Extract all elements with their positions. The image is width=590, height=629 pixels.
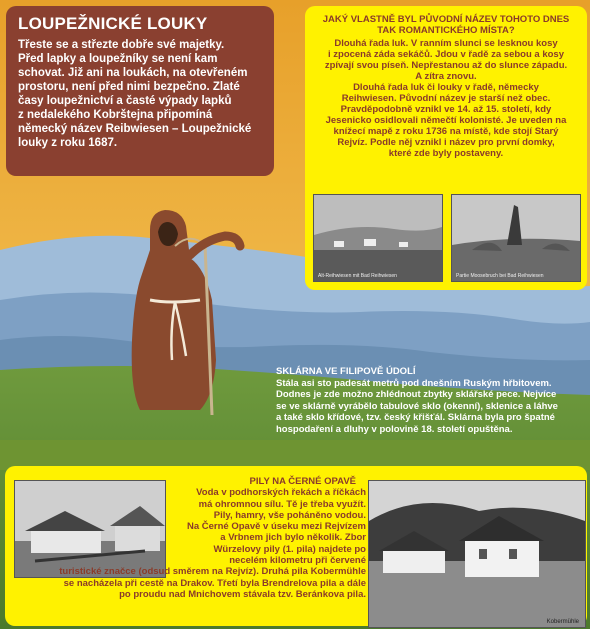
heading-line: TAK ROMANTICKÉHO MÍSTA? — [377, 25, 515, 36]
intro-line: časy loupežnictví a časté výpady lapků — [18, 95, 232, 107]
sawmill-section — [10, 476, 366, 600]
text-line: které zde byly postaveny. — [388, 148, 504, 159]
intro-line: Před lapky a loupežníky se není kam — [18, 53, 218, 65]
text-line: necelém kilometru při červené — [229, 555, 366, 567]
glassworks-section — [276, 366, 588, 435]
text-line: zpívají svou píseň. Nepřestanou až do slunce západu. — [324, 60, 568, 71]
intro-line: německý název Reibwiesen – Loupežnické — [18, 123, 252, 135]
text-line: má ohromnou sílu. Tě je třeba využít. — [198, 498, 366, 510]
text-line: Dlouhá řada luk či louky v řadě, německy — [353, 82, 539, 93]
moor-photo — [451, 194, 581, 282]
text-line: Pily, hamry, vše poháněno vodou. — [213, 509, 366, 521]
photo-caption: Kobermühle — [546, 619, 579, 625]
text-line: Na Černé Opavě v úseku mezi Rejvízem — [187, 521, 366, 533]
text-line: a také sklo křídové, tzv. český křišťál. Sklárna byla pro špatné — [276, 412, 555, 423]
text-line: turistické značce (odsud směrem na Rejvíz). Druhá pila Kobermühle — [59, 566, 366, 578]
main-title: LOUPEŽNICKÉ LOUKY — [18, 14, 208, 33]
text-line: i zpocená záda sekáčů. Jdou v řadě za sebou a kosy — [327, 49, 564, 60]
glassworks-text — [276, 378, 588, 436]
text-line: Rejvíz. Podle něj vznikl i název pro první domky, — [337, 137, 555, 148]
heading-line: JAKÝ VLASTNĚ BYL PŮVODNÍ NÁZEV TOHOTO DNES — [322, 14, 570, 25]
text-line: Stála asi sto padesát metrů pod dnešním Ruským hřbitovem. — [276, 377, 552, 389]
intro-line: louky z roku 1687. — [18, 137, 118, 149]
intro-line: prostoru, není před nimi bezpečno. Zlaté — [18, 81, 240, 93]
glassworks-heading: SKLÁRNA VE FILIPOVĚ ÚDOLÍ — [276, 366, 416, 377]
intro-line: Třeste se a střezte dobře své majetky. — [18, 39, 225, 51]
text-line: se ve sklárně vyrábělo tabulové sklo (okenní), sklenice a láhve — [276, 400, 558, 412]
intro-text — [18, 38, 262, 150]
photo-caption: Alt-Reihwiesen mit Bad Reihwiesen — [318, 273, 397, 279]
sawmill-photo-right — [368, 480, 586, 628]
moor-photo-image — [452, 195, 580, 281]
intro-line: z nedalekého Kobrštejna připomíná — [18, 109, 213, 121]
text-line: Voda v podhorských řekách a říčkách — [196, 487, 366, 499]
text-line: Würzelovy pily (1. pila) najdete po — [213, 543, 366, 555]
photo-caption: Partie Moosebruch bei Bad Reihwiesen — [456, 273, 544, 279]
intro-line: schovat. Již ani na loukách, na otevřeném — [18, 67, 248, 79]
village-photo-image — [314, 195, 442, 281]
text-line: Jesenicko osidlovali němečtí kolonisté. Je uveden na — [325, 115, 567, 126]
sawmill-photo-right-image — [369, 481, 585, 627]
text-line: Dlouhá řada luk. V ranním slunci se lesknou kosy — [334, 38, 558, 49]
text-line: a Vrbnem jich bylo několik. Zbor — [220, 532, 366, 544]
sawmill-text — [10, 487, 366, 600]
name-history-text — [315, 38, 577, 159]
text-line: A zítra znovu. — [415, 71, 477, 82]
text-line: Dodnes je zde možno zhlédnout zbytky sklářské pece. Nejvíce — [276, 389, 557, 400]
text-line: Pravděpodobně vznikl ve 14. až 15. století, kdy — [340, 104, 552, 115]
text-line: Reihwiesen. Původní název je starší než obec. — [341, 93, 551, 104]
text-line: hospodaření a dluhy v polovině 18. století opuštěna. — [276, 423, 513, 435]
text-line: po proudu nad Mnichovem stávala tzv. Beránkova pila. — [119, 588, 366, 600]
name-history-heading — [315, 14, 577, 36]
text-line: se nacházela při cestě na Drakov. Třetí byla Brendrelova pila a dále — [63, 577, 366, 589]
village-photo — [313, 194, 443, 282]
text-line: knížecí mapě z roku 1736 na místě, kde stojí Starý — [333, 126, 559, 137]
sawmill-heading: PILY NA ČERNÉ OPAVĚ — [249, 476, 356, 487]
intro-box — [6, 6, 274, 176]
